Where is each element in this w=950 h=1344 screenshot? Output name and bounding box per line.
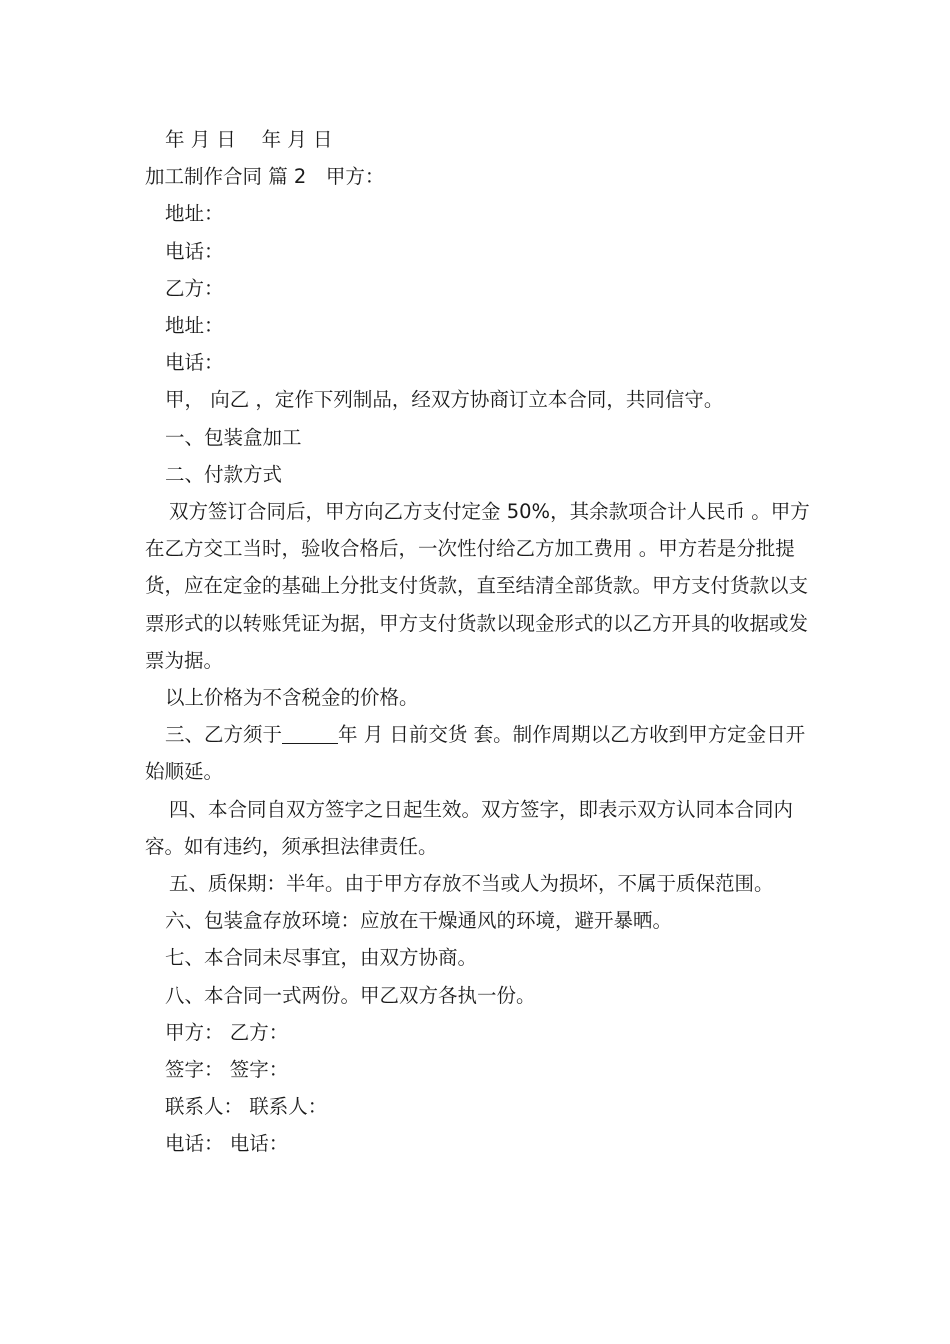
party-b-phone: 电话：	[165, 351, 224, 375]
intro-paragraph: 甲， 向乙 ，定作下列制品，经双方协商订立本合同，共同信守。	[165, 388, 724, 412]
clause-8: 八、本合同一式两份。甲乙双方各执一份。	[165, 983, 536, 1007]
payment-percent: 50%	[506, 500, 551, 524]
sign-contact: 联系人： 联系人：	[165, 1095, 328, 1119]
heading-prefix: 加工制作合同 篇	[145, 165, 288, 189]
contract-body	[145, 121, 815, 1163]
clause-6: 六、包装盒存放环境：应放在干燥通风的环境，避开暴晒。	[165, 909, 673, 933]
price-note: 以上价格为不含税金的价格。	[165, 686, 419, 710]
heading-number: 2	[293, 165, 307, 189]
heading-party-a: 甲方：	[325, 165, 385, 189]
contract-heading	[145, 158, 815, 195]
sign-phone: 电话： 电话：	[165, 1132, 289, 1156]
clause-3	[145, 716, 815, 790]
party-a-address: 地址：	[165, 202, 224, 226]
clause-7: 七、本合同未尽事宜，由双方协商。	[165, 946, 478, 970]
delivery-year-blank	[282, 721, 338, 744]
clause-4: 四、本合同自双方签字之日起生效。双方签字，即表示双方认同本合同内容。如有违约，须承担法律责任。	[145, 797, 794, 858]
payment-paragraph	[145, 493, 815, 679]
party-b-address: 地址：	[165, 314, 224, 338]
sign-signature: 签字： 签字：	[165, 1058, 289, 1082]
clause-3-end: 年 月 日前交货 套。制作周期以乙方收到甲方定金日开始顺延。	[145, 723, 806, 784]
party-a-phone: 电话：	[165, 239, 224, 263]
payment-text-start: 双方签订合同后，甲方向乙方支付定金	[169, 500, 501, 524]
sign-parties: 甲方： 乙方：	[165, 1020, 289, 1044]
clause-2: 二、付款方式	[165, 462, 283, 486]
date-line: 年 月 日 年 月 日	[165, 128, 333, 151]
party-b: 乙方：	[165, 276, 224, 300]
clause-1: 一、包装盒加工	[165, 425, 302, 449]
payment-text-end: ，其余款项合计人民币 。甲方在乙方交工当时，验收合格后，一次性付给乙方加工费用 。甲方若是分批提货，应在定金的基础上分批支付货款，直至结清全部货款。甲方支付货款以支票形式的以转账凭证为据，甲方支付货款以现金形式的以乙方开具的收据或发票为据。	[145, 500, 810, 672]
clause-3-start: 三、乙方须于	[165, 723, 283, 747]
clause-5: 五、质保期：半年。由于甲方存放不当或人为损坏，不属于质保范围。	[169, 872, 774, 896]
